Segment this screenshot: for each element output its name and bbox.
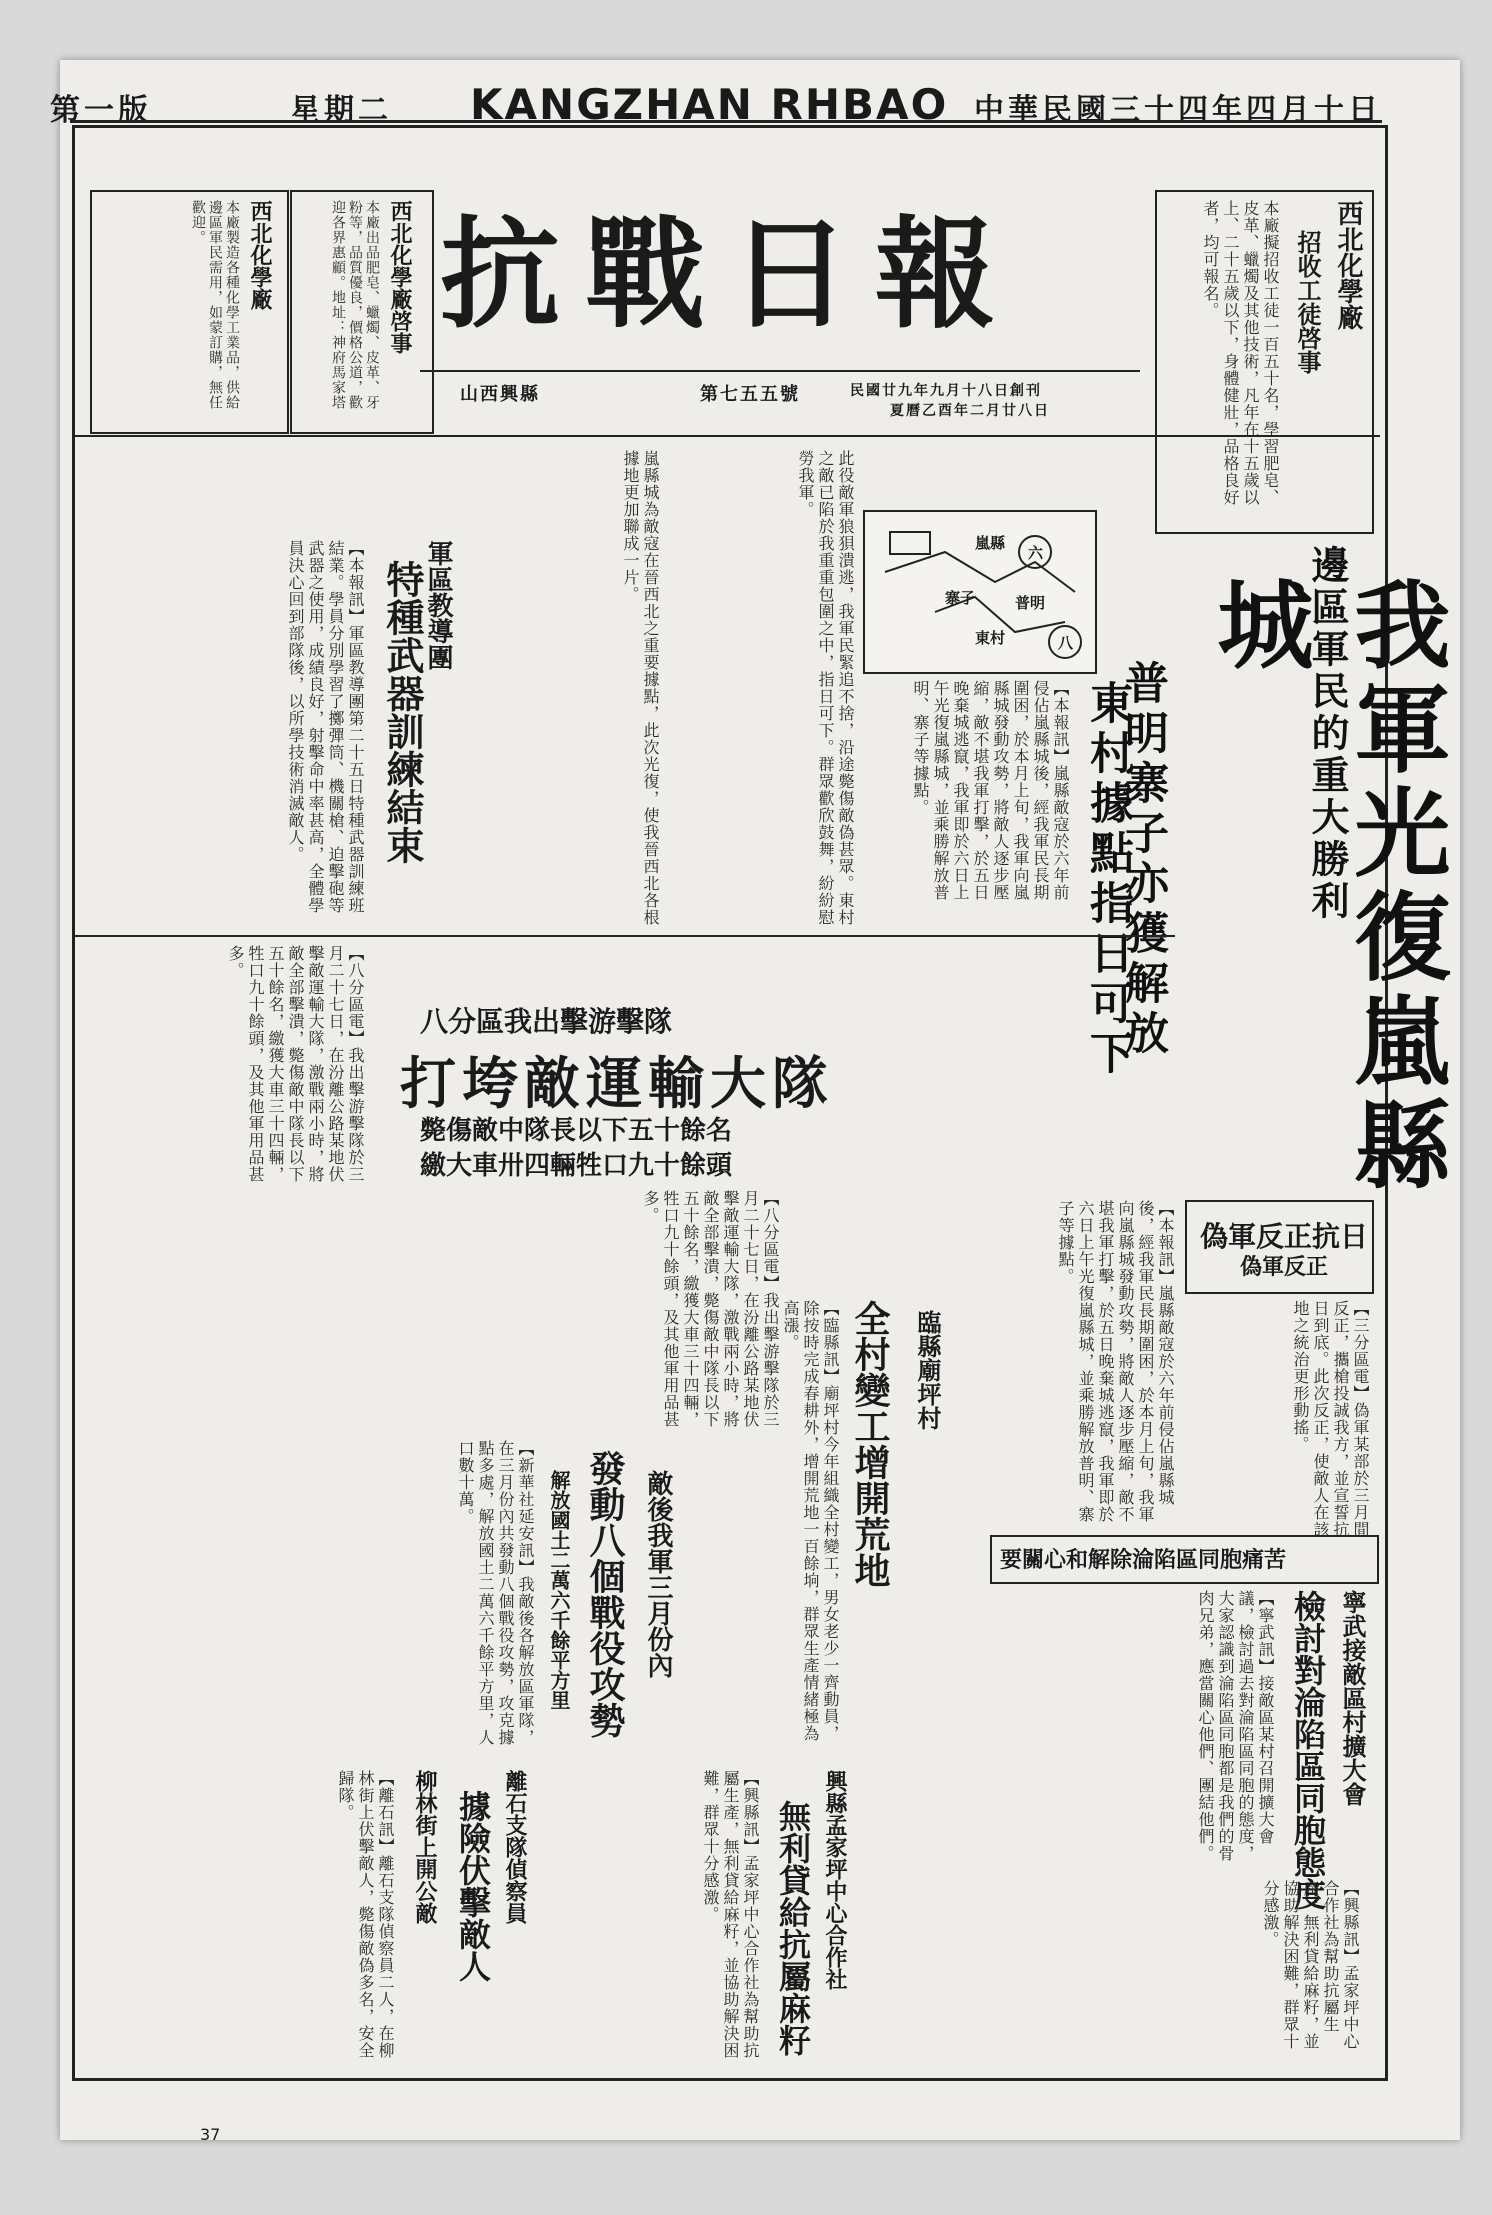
concern-body: 【本報訊】嵐縣敵寇於六年前侵佔嵐縣城後，經我軍民長期圍困，於本月上旬，我軍向嵐縣城發動攻勢，將敵人逐步壓縮，敵不堪我軍打擊，於五日晚棄城逃竄，我軍即於六日上午光復嵐縣城，並乘勝解放普明、寨子等據點。 xyxy=(1056,1200,1175,1523)
puppet-body: 【三分區電】偽軍某部於三月間反正，攜槍投誠我方，並宣誓抗日到底。此次反正，使敵人在該地之統治更形動搖。 xyxy=(1291,1300,1370,1538)
march-headline: 發動八個戰役攻勢 xyxy=(584,1450,626,1738)
lead-body-3: 此役敵軍狼狽潰逃，我軍民緊追不捨，沿途斃傷敵偽甚眾。東村之敵已陷於我重重包圍之中，指日可下。群眾歡欣鼓舞，紛紛慰勞我軍。 xyxy=(796,450,855,926)
ningwu-body: 【寧武訊】接敵區某村召開擴大會議，檢討過去對淪陷區同胞的態度，大家認識到淪陷區同胞都是我們的骨肉兄弟，應當關心他們、團結他們。 xyxy=(1196,1590,1275,1862)
coop-headline: 無利貸給抗屬麻籽 xyxy=(774,1800,812,2056)
ambush-headline: 打垮敵運輸大隊 xyxy=(400,1051,834,1117)
scan-page-number: 37 xyxy=(200,2125,221,2144)
ad-left-subtitle: 招收工徒啓事 xyxy=(1293,230,1322,374)
ambush2-headline: 據險伏擊敵人 xyxy=(454,1790,492,1982)
ambush2-body: 【離石訊】離石支隊偵察員二人，在柳林街上伏擊敵人，斃傷敵偽多名，安全歸隊。 xyxy=(336,1770,395,2059)
puppet-sub: 偽軍反正 xyxy=(1240,1254,1329,1280)
lead-body-4: 嵐縣城為敵寇在晉西北之重要據點，此次光復，使我晉西北各根據地更加聯成一片。 xyxy=(621,450,660,926)
weekday-label: 星期二 xyxy=(290,93,392,128)
section-rule-2 xyxy=(75,935,1175,937)
village-body: 【臨縣訊】廟坪村今年組織全村變工，男女老少一齊動員，除按時完成春耕外，增開荒地一百餘垧，群眾生產情緒極為高漲。 xyxy=(781,1300,840,1742)
nameplate-rule xyxy=(420,370,1140,372)
top-rule xyxy=(70,120,1382,123)
map-label-puming: 普明 xyxy=(1015,594,1046,612)
section-rule-1 xyxy=(75,435,1380,437)
lead-sub2: 東村據點指日可下 xyxy=(1082,680,1133,1080)
march-kicker: 敵後我軍三月份內 xyxy=(643,1470,673,1678)
village-kicker: 臨縣廟坪村 xyxy=(913,1310,942,1430)
ningwu-headline: 檢討對淪陷區同胞態度 xyxy=(1289,1590,1327,1910)
training-body: 【本報訊】軍區教導團第二十五日特種武器訓練班結業。學員分別學習了擲彈筒、機關槍、迫擊砲等武器之使用，成績良好，射擊命中率甚高，全體學員決心回到部隊後，以所學技術消滅敵人。 xyxy=(286,540,365,914)
ambush-sub1: 斃傷敵中隊長以下五十餘名 xyxy=(420,1116,733,1146)
concern-headline: 要關心和解除淪陷區同胞痛苦 xyxy=(1000,1547,1287,1573)
ambush-sub2: 繳大車卅四輛牲口九十餘頭 xyxy=(420,1151,733,1181)
ad-mid-body: 本廠出品肥皂、蠟燭、皮革、牙粉等，品質優良，價格公道，歡迎各界惠顧。地址：神府馬家塔 xyxy=(330,200,380,410)
ad-right-title: 西北化學廠 xyxy=(247,200,273,310)
march-sub: 解放國土二萬六千餘平方里 xyxy=(547,1470,571,1710)
publisher-location: 山西興縣 xyxy=(460,384,540,405)
training-headline: 特種武器訓練結束 xyxy=(380,560,425,864)
lead-kicker: 邊區軍民的重大勝利 xyxy=(1305,545,1350,923)
founding-date: 民國廿九年九月十八日創刊 xyxy=(850,383,1042,399)
lead-headline: 我軍光復嵐縣城 xyxy=(1202,575,1452,1199)
battle-map xyxy=(863,510,1097,674)
ambush-kicker: 八分區我出擊游擊隊 xyxy=(420,1005,673,1038)
coop-body-right: 【興縣訊】孟家坪中心合作社為幫助抗屬生產，無利貸給麻籽，並協助解決困難，群眾十分感激。 xyxy=(1261,1880,1360,2050)
ad-right-body: 本廠製造各種化學工業品，供給邊區軍民需用，如蒙訂購，無任歡迎。 xyxy=(190,200,240,410)
map-label-dongcun: 東村 xyxy=(975,629,1006,647)
lead-sub1: 普明寨子亦獲解放 xyxy=(1117,660,1168,1060)
roman-title: KANGZHAN RHBAO xyxy=(470,80,949,129)
training-kicker: 軍區教導團 xyxy=(423,540,453,670)
coop-kicker: 興縣孟家坪中心合作社 xyxy=(822,1770,848,1990)
ambush-body-left: 【八分區電】我出擊游擊隊於三月二十七日，在汾離公路某地伏擊敵運輸大隊，激戰兩小時，將敵全部擊潰，斃傷敵中隊長以下五十餘名，繳獲大車三十四輛，牲口九十餘頭，及其他軍用品甚多。 xyxy=(226,945,365,1183)
map-label-zhaizi: 寨子 xyxy=(945,589,976,607)
page-number-label: 第一版 xyxy=(50,93,152,128)
map-label-lanxian: 嵐縣 xyxy=(975,534,1006,552)
puppet-headline: 偽軍反正抗日 xyxy=(1200,1220,1369,1253)
date-label: 中華民國三十四年四月十日 xyxy=(974,93,1382,128)
newspaper-nameplate: 抗戰日報 xyxy=(440,204,1020,345)
ningwu-kicker: 寧武接敵區村擴大會 xyxy=(1338,1590,1367,1806)
coop-body: 【興縣訊】孟家坪中心合作社為幫助抗屬生產，無利貸給麻籽，並協助解決困難，群眾十分感激。 xyxy=(701,1770,760,2059)
ad-left-body: 本廠擬招收工徒一百五十名，學習肥皂、皮革、蠟燭及其他技術，凡年在十五歲以上、二十五歲以下，身體健壯，品格良好者，均可報名。 xyxy=(1201,200,1280,506)
ad-left-title: 西北化學廠 xyxy=(1333,200,1363,330)
ambush2-sub: 離石支隊偵察員 xyxy=(502,1770,528,1924)
lunar-date: 夏曆乙酉年二月廿八日 xyxy=(890,403,1050,419)
map-label-6: 六 xyxy=(1028,544,1044,562)
village-headline: 全村變工增開荒地 xyxy=(849,1300,891,1588)
ambush2-kicker: 柳林街上開公敵 xyxy=(412,1770,438,1924)
map-label-8: 八 xyxy=(1058,634,1074,652)
march-body: 【新華社延安訊】我敵後各解放區軍隊，在三月份內共發動八個戰役攻勢，攻克據點多處，解放國土二萬六千餘平方里，人口數十萬。 xyxy=(456,1440,535,1746)
lead-body-1: 【本報訊】嵐縣敵寇於六年前侵佔嵐縣城後，經我軍民長期圍困，於本月上旬，我軍向嵐縣城發動攻勢，將敵人逐步壓縮，敵不堪我軍打擊，於五日晚棄城逃竄，我軍即於六日上午光復嵐縣城，並乘勝解放普明、寨子等據點。 xyxy=(911,680,1070,901)
ambush-body-right: 【八分區電】我出擊游擊隊於三月二十七日，在汾離公路某地伏擊敵運輸大隊，激戰兩小時，將敵全部擊潰，斃傷敵中隊長以下五十餘名，繳獲大車三十四輛，牲口九十餘頭，及其他軍用品甚多。 xyxy=(641,1190,780,1428)
ad-mid-title: 西北化學廠啓事 xyxy=(387,200,413,354)
issue-number: 第七五五號 xyxy=(700,384,800,405)
